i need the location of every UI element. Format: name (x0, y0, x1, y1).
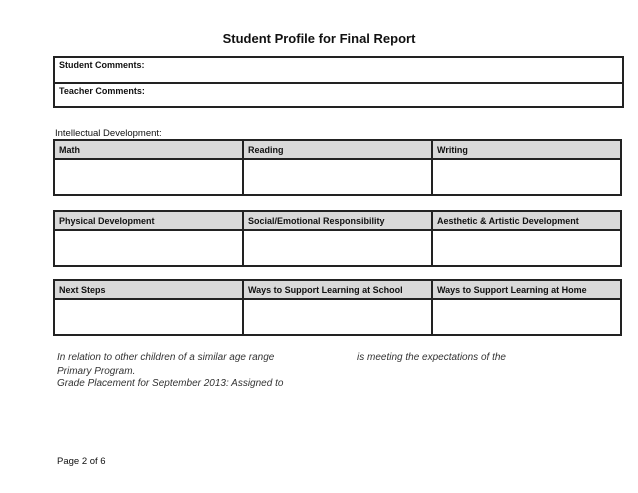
teacher-comments-label: Teacher Comments: (59, 86, 145, 96)
header-cell: Math (54, 140, 243, 159)
intellectual-development-label: Intellectual Development: (55, 128, 162, 139)
teacher-comments-field[interactable] (55, 82, 622, 106)
header-cell: Physical Development (54, 211, 243, 230)
entry-cell[interactable] (243, 230, 432, 266)
header-cell: Social/Emotional Responsibility (243, 211, 432, 230)
next-steps-table (53, 279, 622, 336)
student-comments-field[interactable] (55, 58, 622, 82)
entry-cell[interactable] (54, 230, 243, 266)
entry-cell[interactable] (54, 299, 243, 335)
entry-cell[interactable] (54, 159, 243, 195)
intellectual-table (53, 139, 622, 196)
entry-cell[interactable] (432, 230, 621, 266)
comments-box (53, 56, 624, 108)
entry-cell[interactable] (243, 299, 432, 335)
header-cell: Reading (243, 140, 432, 159)
page-title: Student Profile for Final Report (222, 31, 416, 46)
entry-cell[interactable] (243, 159, 432, 195)
header-cell: Writing (432, 140, 621, 159)
statement-line2: Primary Program. (57, 366, 136, 377)
header-cell: Ways to Support Learning at School (243, 280, 432, 299)
development-table (53, 210, 622, 267)
entry-cell[interactable] (432, 159, 621, 195)
header-cell: Aesthetic & Artistic Development (432, 211, 621, 230)
page-number: Page 2 of 6 (57, 456, 106, 467)
statement-part1: In relation to other children of a similar age range (57, 352, 275, 363)
student-comments-label: Student Comments: (59, 60, 145, 70)
header-cell: Next Steps (54, 280, 243, 299)
statement-part2: is meeting the expectations of the (357, 352, 506, 363)
grade-placement: Grade Placement for September 2013: Assigned to (57, 378, 284, 389)
entry-cell[interactable] (432, 299, 621, 335)
header-cell: Ways to Support Learning at Home (432, 280, 621, 299)
